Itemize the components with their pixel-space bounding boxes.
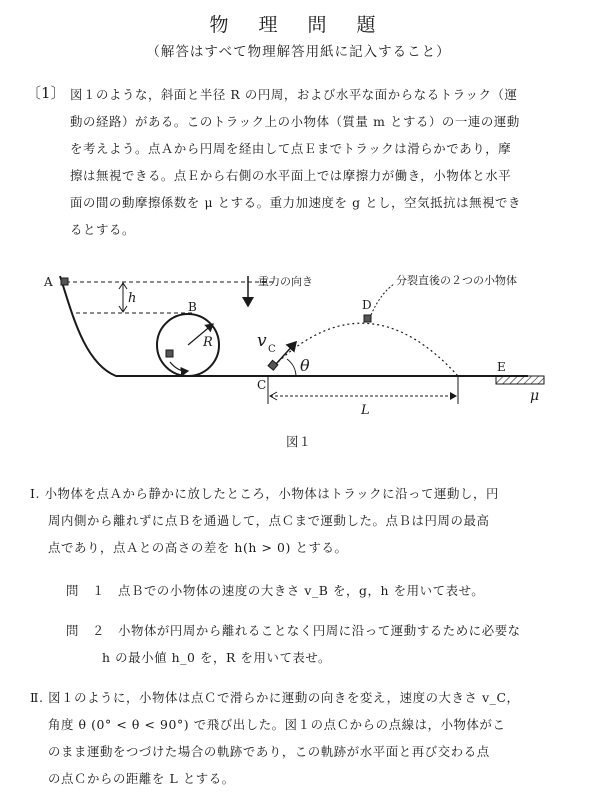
page-subtitle: （解答はすべて物理解答用紙に記入すること） [146,44,451,60]
label-d: D [362,298,372,312]
part2-line: 角度 θ (0° < θ < 90°) で飛び出した。図１の点Ｃからの点線は，小物体がこ [48,717,506,732]
label-h: h [128,291,137,306]
intro-line: 図１のような，斜面と半径 R の円周，および水平な面からなるトラック（運 [70,87,518,102]
label-vc-subscript: C [268,344,276,355]
part1-continuation [48,507,489,561]
label-l: L [361,403,370,418]
part2-line: の点Ｃからの距離を L とする。 [48,771,235,786]
figure-caption: 図１ [285,434,311,449]
part1-question-1: 問 １ 点Ｂでの小物体の速度の大きさ v_B を，g，h を用いて表せ。 [66,583,485,598]
loop-motion-arrow [170,362,188,371]
object-at-a [61,278,68,285]
intro-line: 動の経路）がある。このトラック上の小物体（質量 m とする）の一連の運動 [70,114,520,129]
part1-line: Ⅰ. 小物体を点Ａから静かに放したところ，小物体はトラックに沿って運動し，円 [30,486,499,501]
intro-line: るとする。 [70,222,135,237]
part1-question-2: 問 ２ 小物体が円周から離れることなく円周に沿って運動するために必要な [66,623,521,638]
part2-line: のまま運動をつづけた場合の軌跡であり，この軌跡が水平面と再び交わる点 [48,744,490,759]
part1-line: 点であり，点Ａとの高さの差を h(h > 0) とする。 [48,540,348,555]
label-b: B [188,300,197,314]
intro-line: を考えよう。点Ａから円周を経由して点Ｅまでトラックは滑らかであり，摩 [70,141,512,156]
label-e: E [497,360,506,374]
page-title: 物 理 問 題 [209,14,388,36]
label-mu: μ [530,388,540,404]
object-at-c [268,360,278,370]
figure-1-diagram [20,258,580,428]
split-pointer [371,284,394,315]
part2-continuation [48,711,506,792]
part1-line: 周内側から離れずに点Ｂを通過して，点Ｃまで運動した。点Ｂは円周の最高 [48,513,490,528]
split-label: 分裂直後の２つの小物体 [396,274,517,287]
label-c: C [257,378,267,392]
part2-line: Ⅱ. 図１のように，小物体は点Ｃで滑らかに運動の向きを変え，速度の大きさ v_C， [30,690,520,705]
gravity-label: 重力の向き [258,275,313,288]
question-intro [70,81,521,243]
question-number: 〔1〕 [26,84,66,102]
friction-region [496,376,544,384]
label-vc: v [257,331,267,351]
part1-question-2-continuation: h の最小値 h_0 を，R を用いて表せ。 [102,650,332,665]
label-r: R [203,335,213,350]
object-at-d [364,315,371,322]
label-a: A [44,275,53,289]
angle-arc [287,359,296,376]
object-in-loop [166,350,173,357]
intro-line: 擦は無視できる。点Ｅから右側の水平面上では摩擦力が働き，小物体と水平 [70,168,512,183]
intro-line: 面の間の動摩擦係数を μ とする。重力加速度を g とし，空気抵抗は無視でき [70,195,522,210]
label-theta: θ [300,356,310,375]
